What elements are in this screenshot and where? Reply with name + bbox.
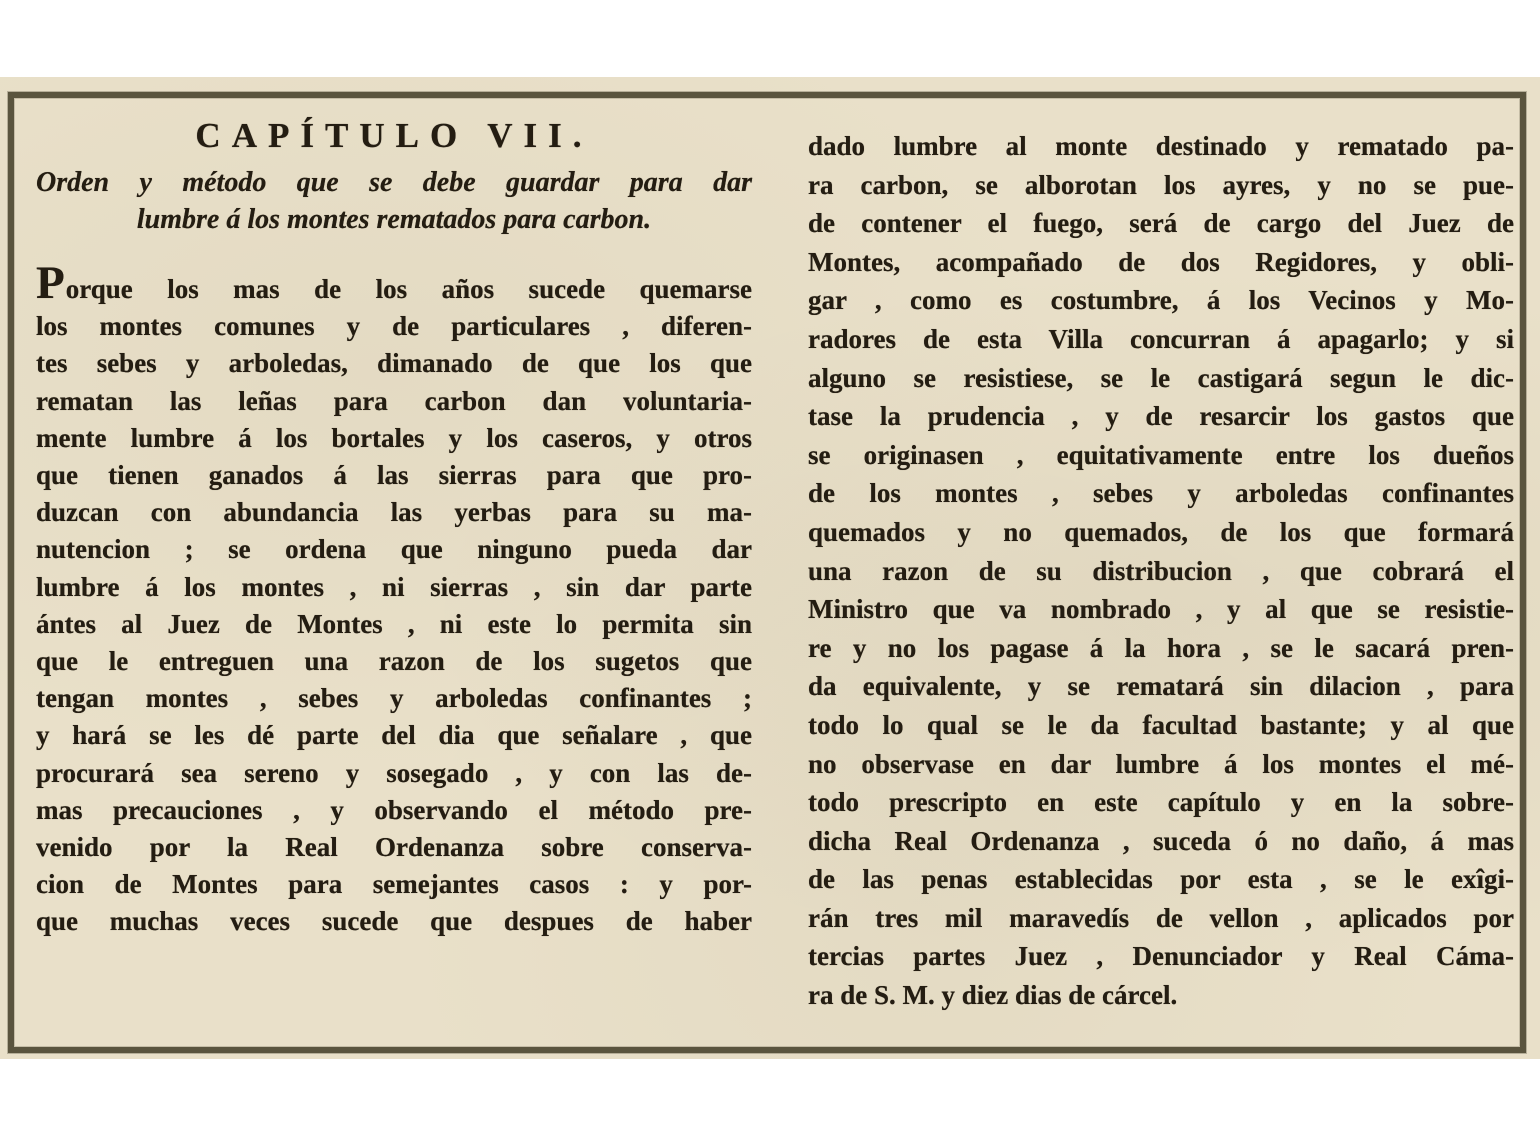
text-line: de contener el fuego, será de cargo del Juez de: [808, 208, 1514, 239]
text-line: tes sebes y arboledas, dimanado de que los que: [36, 348, 752, 379]
left-text-column: [36, 116, 752, 941]
text-line: y hará se les dé parte del dia que señalare , que: [36, 720, 752, 751]
text-line: alguno se resistiese, se le castigará segun le dic-: [808, 362, 1514, 393]
text-line: duzcan con abundancia las yerbas para su ma-: [36, 497, 752, 528]
subtitle-line: Orden y método que se debe guardar para dar: [36, 167, 752, 198]
text-line: dicha Real Ordenanza , suceda ó no daño, á mas: [808, 825, 1514, 856]
text-line: dado lumbre al monte destinado y rematado pa-: [808, 131, 1514, 161]
text-line: ra carbon, se alborotan los ayres, y no se pue-: [808, 169, 1514, 200]
chapter-heading: CAPÍTULO VII.: [195, 116, 593, 155]
book-page: [0, 77, 1540, 1059]
text-line: gar , como es costumbre, á los Vecinos y Mo-: [808, 285, 1514, 316]
text-line: de las penas establecidas por esta , se le exîgi-: [808, 864, 1514, 895]
text-line: que tienen ganados á las sierras para que pro-: [36, 460, 752, 491]
text-line: todo prescripto en este capítulo y en la sobre-: [808, 787, 1514, 818]
text-line: rán tres mil maravedís de vellon , aplicados por: [808, 902, 1514, 933]
text-line: radores de esta Villa concurran á apagarlo; y si: [808, 323, 1514, 354]
text-line: no observase en dar lumbre á los montes el mé-: [808, 748, 1514, 779]
text-line: tase la prudencia , y de resarcir los gastos que: [808, 401, 1514, 432]
text-line: Montes, acompañado de dos Regidores, y obli-: [808, 246, 1514, 277]
text-line: los montes comunes y de particulares , diferen-: [36, 311, 752, 342]
text-line: que le entreguen una razon de los sugetos que: [36, 646, 752, 677]
text-line: nutencion ; se ordena que ninguno pueda dar: [36, 534, 752, 565]
text-line: mente lumbre á los bortales y los caseros, y otros: [36, 422, 752, 453]
text-line: todo lo qual se le da facultad bastante; y al que: [808, 709, 1514, 740]
text-line: quemados y no quemados, de los que formará: [808, 516, 1514, 547]
body-paragraph-right: [808, 127, 1514, 976]
text-line: tengan montes , sebes y arboledas confinantes ;: [36, 683, 752, 714]
text-line: procurará sea sereno y sosegado , y con las de-: [36, 757, 752, 788]
body-paragraph-left: [36, 257, 752, 941]
subtitle-line: lumbre á los montes rematados para carbon.: [136, 204, 652, 235]
chapter-subtitle: [36, 164, 752, 238]
text-line: mas precauciones , y observando el método pre-: [36, 794, 752, 825]
text-line: cion de Montes para semejantes casos : y por-: [36, 869, 752, 900]
text-line: lumbre á los montes , ni sierras , sin dar parte: [36, 571, 752, 602]
text-line: ántes al Juez de Montes , ni este lo permita sin: [36, 608, 752, 639]
text-line: da equivalente, y se rematará sin dilacion , para: [808, 671, 1514, 702]
text-line: Ministro que va nombrado , y al que se resistie-: [808, 594, 1514, 625]
text-line: una razon de su distribucion , que cobrará el: [808, 555, 1514, 586]
text-line: ra de S. M. y diez dias de cárcel.: [808, 980, 1178, 1011]
text-line: se originasen , equitativamente entre los dueños: [808, 439, 1514, 470]
drop-cap-initial: P: [36, 257, 66, 309]
text-line: re y no los pagase á la hora , se le sacará pren-: [808, 632, 1514, 663]
right-text-column: [808, 127, 1514, 1015]
text-line: rematan las leñas para carbon dan voluntaria-: [36, 385, 752, 416]
text-line: de los montes , sebes y arboledas confinantes: [808, 478, 1514, 509]
text-line: tercias partes Juez , Denunciador y Real Cáma-: [808, 941, 1514, 972]
first-line-text: orque los mas de los años sucede quemarse: [65, 274, 752, 304]
text-line: que muchas veces sucede que despues de haber: [36, 906, 752, 937]
text-line-with-dropcap: [36, 257, 752, 309]
text-line: venido por la Real Ordenanza sobre conserva-: [36, 832, 752, 863]
